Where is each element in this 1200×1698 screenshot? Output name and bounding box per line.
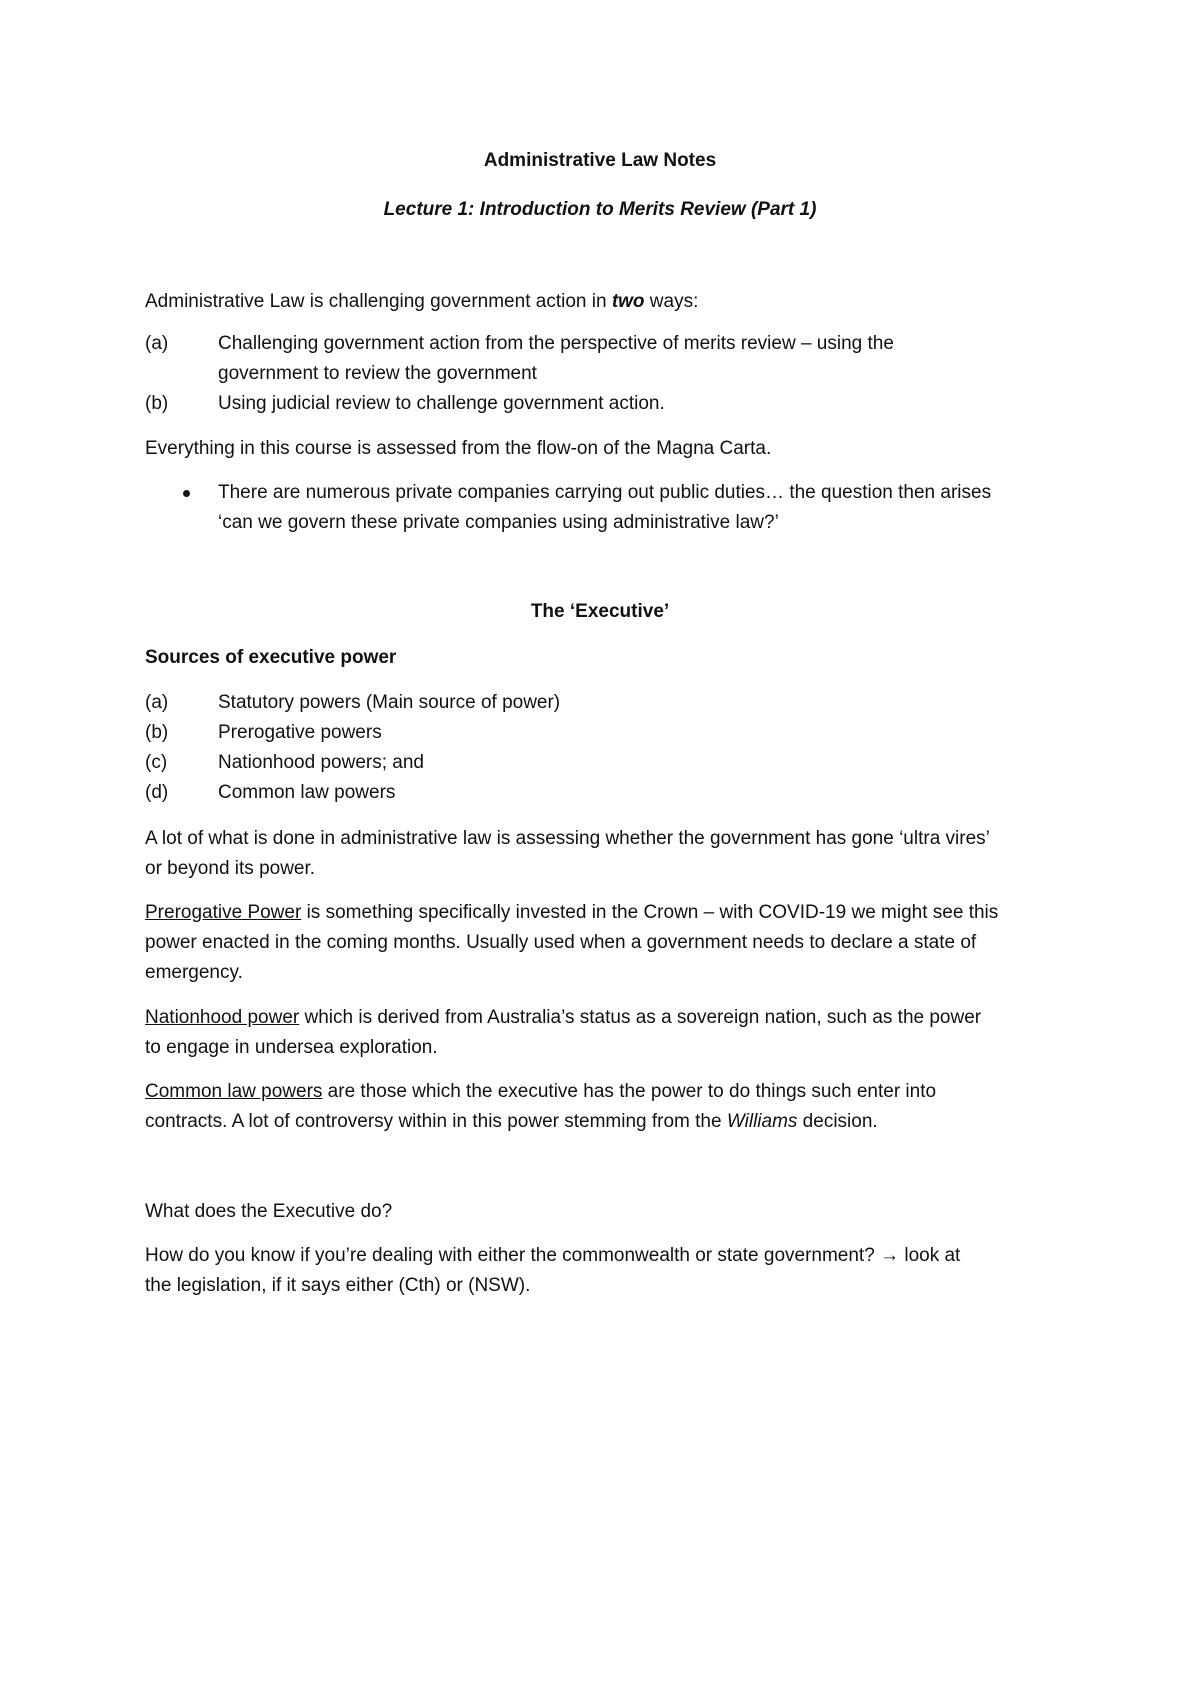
list-item-text	[218, 389, 1078, 419]
ways-list-item-b	[145, 389, 1075, 419]
arrow-right-icon: →	[880, 1245, 900, 1266]
how-know-after: look at	[899, 1245, 961, 1266]
list-item-line: Using judicial review to challenge government action.	[218, 393, 665, 414]
bullet-list-item	[145, 478, 1075, 538]
sources-list-item-d	[145, 778, 1075, 808]
paragraph-line: power enacted in the coming months. Usually used when a government needs to declare a state of	[145, 932, 977, 953]
prerogative-rest: is something specifically invested in the Crown – with COVID-19 we might see this	[301, 902, 999, 923]
intro-emphasis: two	[611, 291, 645, 312]
common-law-paragraph	[145, 1077, 1075, 1137]
ways-list-item-a	[145, 329, 1075, 389]
common-law-term: Common law powers	[145, 1081, 323, 1102]
magna-carta-paragraph: Everything in this course is assessed from the flow-on of the Magna Carta.	[145, 438, 772, 459]
paragraph-line: emergency.	[145, 962, 243, 983]
list-item-line: Challenging government action from the perspective of merits review – using the	[218, 333, 894, 354]
intro-paragraph	[145, 287, 1075, 317]
list-marker: (d)	[145, 782, 169, 803]
how-know-before: How do you know if you’re dealing with either the commonwealth or state government?	[145, 1245, 881, 1266]
list-item-text: Nationhood powers; and	[218, 752, 424, 773]
list-item-text	[218, 329, 1078, 389]
list-item-text: Common law powers	[218, 782, 396, 803]
list-marker: (a)	[145, 692, 169, 713]
prerogative-paragraph	[145, 898, 1075, 988]
ultra-vires-paragraph	[145, 824, 1075, 884]
paragraph-line	[145, 898, 1075, 928]
list-marker: (c)	[145, 752, 168, 773]
nationhood-paragraph	[145, 1003, 1075, 1063]
nationhood-term: Nationhood power	[145, 1007, 300, 1028]
bullet-line: ‘can we govern these private companies using administrative law?’	[218, 512, 779, 533]
list-marker: (b)	[145, 722, 169, 743]
sources-list-item-a	[145, 688, 1075, 718]
sources-heading: Sources of executive power	[145, 647, 397, 668]
paragraph-line: the legislation, if it says either (Cth) or (NSW).	[145, 1275, 531, 1296]
bullet-line: There are numerous private companies carrying out public duties… the question then arises	[218, 482, 992, 503]
common-law-line2-before: contracts. A lot of controversy within in this power stemming from the	[145, 1111, 727, 1132]
nationhood-rest: which is derived from Australia’s status as a sovereign nation, such as the power	[299, 1007, 982, 1028]
how-know-paragraph	[145, 1241, 1075, 1301]
what-does-executive-question: What does the Executive do?	[145, 1201, 393, 1222]
paragraph-line: to engage in undersea exploration.	[145, 1037, 438, 1058]
prerogative-term: Prerogative Power	[145, 902, 302, 923]
list-item-text: Prerogative powers	[218, 722, 382, 743]
sources-list-item-b	[145, 718, 1075, 748]
list-marker: (a)	[145, 333, 169, 354]
williams-case-name: Williams	[726, 1111, 798, 1132]
paragraph-line: A lot of what is done in administrative law is assessing whether the government has gone ‘ultra vires’	[145, 828, 990, 849]
list-item-line: government to review the government	[218, 363, 537, 384]
paragraph-line	[145, 1241, 1075, 1271]
list-marker: (b)	[145, 393, 169, 414]
sources-list-item-c	[145, 748, 1075, 778]
intro-text-after: ways:	[644, 291, 699, 312]
paragraph-line: or beyond its power.	[145, 858, 316, 879]
intro-text-before: Administrative Law is challenging government action in	[145, 291, 612, 312]
paragraph-line	[145, 1003, 1075, 1033]
paragraph-line	[145, 1077, 1075, 1107]
bullet-text	[218, 478, 1078, 538]
common-law-line2-after: decision.	[797, 1111, 878, 1132]
bullet-dot	[183, 490, 190, 497]
paragraph-line	[145, 1107, 1075, 1137]
common-law-rest: are those which the executive has the power to do things such enter into	[322, 1081, 937, 1102]
lecture-subtitle: Lecture 1: Introduction to Merits Review (Part 1)	[383, 199, 817, 220]
list-item-text: Statutory powers (Main source of power)	[218, 692, 561, 713]
document-title: Administrative Law Notes	[483, 150, 717, 171]
executive-heading: The ‘Executive’	[530, 601, 670, 622]
